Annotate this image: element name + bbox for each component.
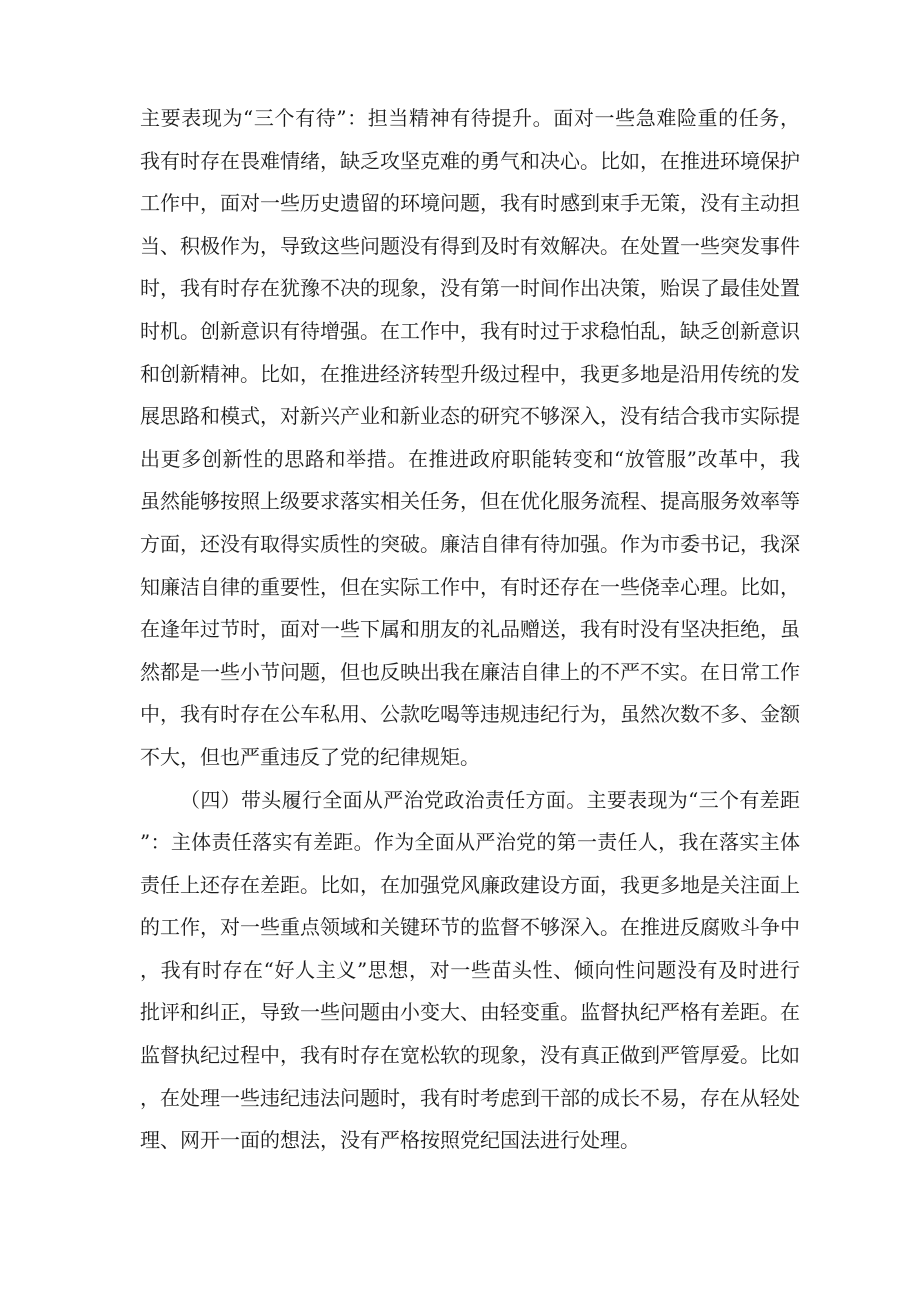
- document-body: [140, 97, 800, 1162]
- paragraph-continued: 主要表现为“三个有待”：担当精神有待提升。面对一些急难险重的任务，我有时存在畏难情绪，缺乏攻坚克难的勇气和决心。比如，在推进环境保护工作中，面对一些历史遗留的环境问题，我有时感到束手无策，没有主动担当、积极作为，导致这些问题没有得到及时有效解决。在处置一些突发事件时，我有时存在犹豫不决的现象，没有第一时间作出决策，贻误了最佳处置时机。创新意识有待增强。在工作中，我有时过于求稳怕乱，缺乏创新意识和创新精神。比如，在推进经济转型升级过程中，我更多地是沿用传统的发展思路和模式，对新兴产业和新业态的研究不够深入，没有结合我市实际提出更多创新性的思路和举措。在推进政府职能转变和“放管服”改革中，我虽然能够按照上级要求落实相关任务，但在优化服务流程、提高服务效率等方面，还没有取得实质性的突破。廉洁自律有待加强。作为市委书记，我深知廉洁自律的重要性，但在实际工作中，有时还存在一些侥幸心理。比如，在逢年过节时，面对一些下属和朋友的礼品赠送，我有时没有坚决拒绝，虽然都是一些小节问题，但也反映出我在廉洁自律上的不严不实。在日常工作中，我有时存在公车私用、公款吃喝等违规违纪行为，虽然次数不多、金额不大，但也严重违反了党的纪律规矩。: [140, 106, 800, 769]
- paragraph-section-four: （四）带头履行全面从严治党政治责任方面。主要表现为“三个有差距”：主体责任落实有差距。作为全面从严治党的第一责任人，我在落实主体责任上还存在差距。比如，在加强党风廉政建设方面，我更多地是关注面上的工作，对一些重点领域和关键环节的监督不够深入。在推进反腐败斗争中，我有时存在“好人主义”思想，对一些苗头性、倾向性问题没有及时进行批评和纠正，导致一些问题由小变大、由轻变重。监督执纪严格有差距。在监督执纪过程中，我有时存在宽松软的现象，没有真正做到严管厚爱。比如，在处理一些违纪违法问题时，我有时考虑到干部的成长不易，存在从轻处理、网开一面的想法，没有严格按照党纪国法进行处理。: [140, 787, 800, 1153]
